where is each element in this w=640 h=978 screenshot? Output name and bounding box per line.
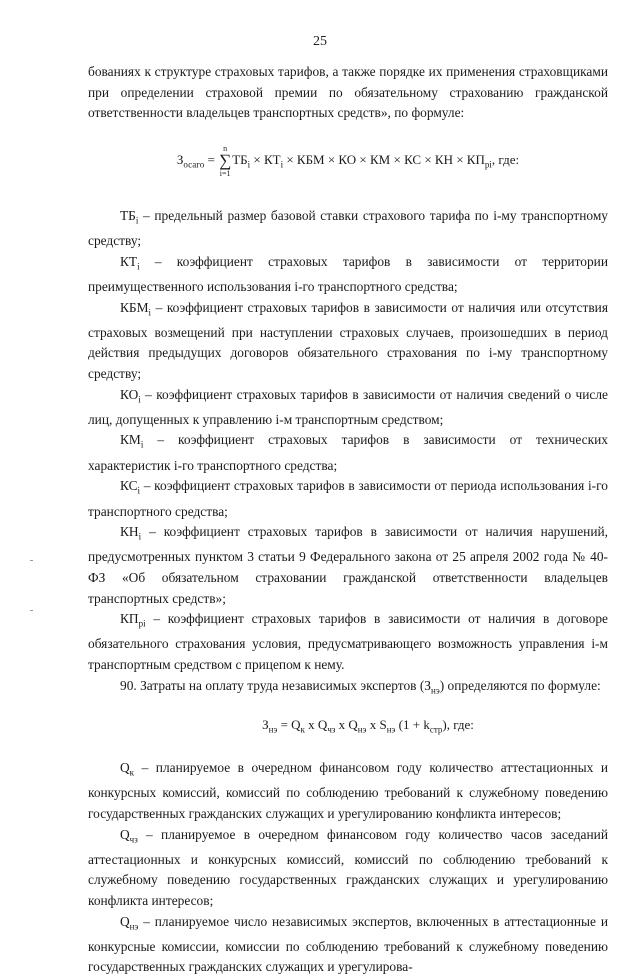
sum-sigma: ∑ [219,150,232,170]
paragraph-90: 90. Затраты на оплату труда независимых экспертов $(З_{нэ})$ определяются по формуле: [120,677,601,696]
sum-bottom: i=1 [219,168,231,178]
intro-paragraph: бованиях к структуре страховых тарифов, а также порядке их применения страховщиками при определении страховой премии по обязательному страхованию гражданской ответственности владельцев транспортных средств», по формуле: [88,64,608,121]
formula-eq: = [204,151,219,167]
formula-tail: , где: [491,151,520,167]
definition-item: $КП_{рi}$ – коэффициент страховых тарифов в зависимости от наличия в договоре обязательного страхования условия, предусматривающего возможность управления i-м транспортным средством с прицепом к нему. [88,611,608,673]
definitions-list [88,206,608,676]
sum-top: n [223,143,228,153]
ne-formula: $З_{нэ} = Q_к$ x $Q_{чз}$ x $Q_{нэ}$ x $S_{нэ}$ $(1 + k_{стр})$, где: [262,716,474,735]
definition-item: $Q_к$ – планируемое в очередном финансовом году количество аттестационных и конкурсных комиссий, комиссий по соблюдению требований к служебному поведению государственных гражданских служащих и урегулированию конфликта интересов; [88,760,608,821]
formula-term-kt-sub: i [280,159,284,170]
scan-artifact [30,560,33,561]
formula-lhs-sub: осаго [183,159,205,170]
document-body [88,62,608,978]
page-number: 25 [313,34,327,49]
formula-term-tb-sub: i [247,159,251,170]
scan-artifact [30,610,33,611]
osago-formula [88,144,608,178]
definition-item: $Q_{нэ}$ – планируемое число независимых экспертов, включенных в аттестационные и конкурсные комиссии, комиссии по соблюдению требований к служебному поведению государственных гражданских служащих и урегулирова- [88,913,608,975]
sum-symbol [219,144,231,178]
definition-item: $КБМ_i$ – коэффициент страховых тарифов в зависимости от наличия или отсутствия страховых возмещений при наступлении страховых случаев, произошедших в период действия предыдущих договоров обязательного страхования по i-му транспортному средству; [88,299,608,381]
formula-term-tb: ТБ [232,151,248,167]
formula-lhs: З [176,151,184,167]
formula-term-kt: × КТ [250,151,281,167]
definition-item: $КО_i$ – коэффициент страховых тарифов в зависимости от наличия сведений о числе лиц, допущенных к управлению i-м транспортным средством; [88,386,608,427]
definition-item: $КТ_i$ – коэффициент страховых тарифов в зависимости от территории преимущественного использования i-го транспортного средства; [88,253,608,294]
definition-item: $КС_i$ – коэффициент страховых тарифов в зависимости от периода использования i-го транспортного средства; [88,478,608,519]
definition-item: $КН_i$ – коэффициент страховых тарифов в зависимости от наличия нарушений, предусмотренных пунктом 3 статьи 9 Федерального закона от 25 апреля 2002 года № 40-ФЗ «Об обязательном страховании гражданской ответственности владельцев транспортных средств»; [88,524,608,606]
formula-term-kp-sub: рi [484,159,492,170]
definition-item: $Q_{чз}$ – планируемое в очередном финансовом году количество часов заседаний аттестационных и конкурсных комиссий, комиссий по соблюдению требований к служебному поведению государственных гражданских служащих и урегулированию конфликта интересов; [88,826,608,908]
formula-terms-rest: × КБМ × КО × КМ × КС × КН × КП [283,151,485,167]
definitions-list-2 [88,758,608,978]
definition-item: $КМ_i$ – коэффициент страховых тарифов в зависимости от технических характеристик i-го транспортного средства; [88,432,608,473]
definition-item: $ТБ_i$ – предельный размер базовой ставки страхового тарифа по i-му транспортному средству; [88,207,608,249]
